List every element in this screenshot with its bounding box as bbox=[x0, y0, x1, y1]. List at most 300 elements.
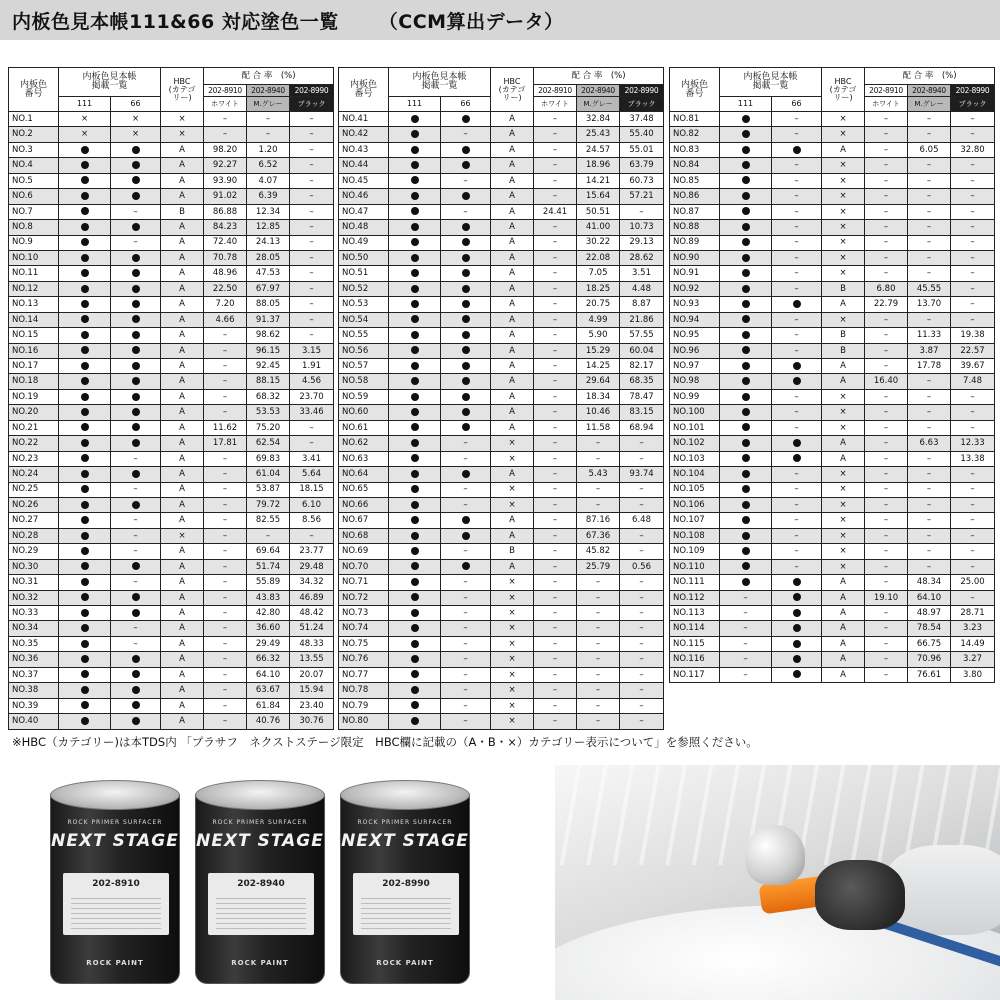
cell-black: – bbox=[951, 235, 995, 250]
cell-111 bbox=[59, 606, 111, 621]
table-row bbox=[670, 652, 995, 667]
cell-black: – bbox=[951, 312, 995, 327]
cell-hbc: A bbox=[161, 714, 204, 729]
cell-hbc: A bbox=[822, 374, 865, 389]
table-row bbox=[339, 297, 664, 312]
cell-white: 17.81 bbox=[204, 436, 247, 451]
cell-66 bbox=[441, 359, 491, 374]
listed-dot-icon bbox=[132, 501, 140, 509]
cell-number: NO.60 bbox=[339, 405, 389, 420]
table-row bbox=[339, 112, 664, 127]
cell-mgray: 10.46 bbox=[577, 405, 620, 420]
cell-black: 57.55 bbox=[620, 328, 664, 343]
cell-66: – bbox=[111, 451, 161, 466]
cell-number: NO.105 bbox=[670, 482, 720, 497]
cell-black: – bbox=[620, 714, 664, 729]
table-row bbox=[9, 544, 334, 559]
can-lid bbox=[50, 780, 180, 810]
cell-mgray: 66.32 bbox=[247, 652, 290, 667]
cell-number: NO.1 bbox=[9, 112, 59, 127]
can-body bbox=[50, 794, 180, 984]
cell-number: NO.97 bbox=[670, 359, 720, 374]
table-row bbox=[670, 513, 995, 528]
cell-66: – bbox=[441, 652, 491, 667]
cell-111 bbox=[720, 389, 772, 404]
page-subtitle: （CCM算出データ） bbox=[378, 10, 564, 33]
cell-white: – bbox=[534, 235, 577, 250]
cell-hbc: × bbox=[822, 250, 865, 265]
cell-number: NO.71 bbox=[339, 575, 389, 590]
cell-66: – bbox=[772, 513, 822, 528]
cell-hbc: × bbox=[491, 606, 534, 621]
cell-111 bbox=[389, 652, 441, 667]
cell-white: – bbox=[865, 420, 908, 435]
table-row bbox=[339, 127, 664, 142]
table-row bbox=[339, 482, 664, 497]
cell-black: 63.79 bbox=[620, 158, 664, 173]
cell-hbc: × bbox=[161, 528, 204, 543]
cell-66: – bbox=[441, 575, 491, 590]
cell-66 bbox=[772, 590, 822, 605]
cell-white: – bbox=[204, 467, 247, 482]
cell-66 bbox=[111, 405, 161, 420]
cell-66 bbox=[441, 343, 491, 358]
cell-mgray: 13.70 bbox=[908, 297, 951, 312]
cell-white: – bbox=[204, 127, 247, 142]
cell-hbc: × bbox=[822, 467, 865, 482]
cell-hbc: A bbox=[822, 590, 865, 605]
cell-mgray: 6.63 bbox=[908, 436, 951, 451]
cell-number: NO.45 bbox=[339, 173, 389, 188]
cell-hbc: A bbox=[161, 652, 204, 667]
listed-dot-icon bbox=[81, 655, 89, 663]
cell-66 bbox=[772, 374, 822, 389]
cell-mgray: – bbox=[577, 621, 620, 636]
cell-66 bbox=[111, 497, 161, 512]
cell-111 bbox=[389, 513, 441, 528]
cell-number: NO.104 bbox=[670, 467, 720, 482]
cell-white: 6.80 bbox=[865, 281, 908, 296]
table-row bbox=[9, 266, 334, 281]
cell-black: 3.15 bbox=[290, 343, 334, 358]
cell-111 bbox=[720, 451, 772, 466]
listed-dot-icon bbox=[411, 315, 419, 323]
cell-111 bbox=[59, 621, 111, 636]
cell-mgray: – bbox=[577, 636, 620, 651]
cell-black: – bbox=[951, 112, 995, 127]
listed-dot-icon bbox=[742, 238, 750, 246]
cell-black: – bbox=[620, 621, 664, 636]
table-row bbox=[9, 297, 334, 312]
header-col-66: 66 bbox=[111, 97, 161, 112]
table-row bbox=[670, 590, 995, 605]
cell-hbc: A bbox=[161, 683, 204, 698]
cell-hbc: × bbox=[822, 528, 865, 543]
listed-dot-icon bbox=[411, 254, 419, 262]
cell-number: NO.68 bbox=[339, 528, 389, 543]
cell-white: – bbox=[865, 127, 908, 142]
cell-66: – bbox=[111, 621, 161, 636]
cell-white: 86.88 bbox=[204, 204, 247, 219]
table-row bbox=[9, 343, 334, 358]
cell-white: – bbox=[865, 575, 908, 590]
table-row bbox=[339, 683, 664, 698]
cell-mgray: 30.22 bbox=[577, 235, 620, 250]
listed-dot-icon bbox=[411, 593, 419, 601]
cell-white: – bbox=[534, 497, 577, 512]
cell-white: – bbox=[865, 112, 908, 127]
cell-111 bbox=[59, 482, 111, 497]
cell-number: NO.110 bbox=[670, 559, 720, 574]
cell-black: 10.73 bbox=[620, 220, 664, 235]
cell-number: NO.77 bbox=[339, 667, 389, 682]
can-label-lines bbox=[216, 895, 306, 929]
cell-mgray: 29.64 bbox=[577, 374, 620, 389]
cell-66 bbox=[111, 698, 161, 713]
cell-mgray: 63.67 bbox=[247, 683, 290, 698]
cell-white: 22.50 bbox=[204, 281, 247, 296]
spray-gun-photo bbox=[555, 765, 1000, 1000]
header-mihon-listing: 内板色見本帳 掲載一覧 bbox=[59, 68, 161, 97]
cell-mgray: 67.97 bbox=[247, 281, 290, 296]
cell-66 bbox=[111, 467, 161, 482]
cell-66: – bbox=[772, 482, 822, 497]
listed-dot-icon bbox=[742, 562, 750, 570]
header-code-white: 202-8910 bbox=[865, 85, 908, 97]
cell-white: – bbox=[204, 359, 247, 374]
cell-white: 98.20 bbox=[204, 142, 247, 157]
listed-dot-icon bbox=[462, 269, 470, 277]
header-mihon-listing: 内板色見本帳 掲載一覧 bbox=[389, 68, 491, 97]
listed-dot-icon bbox=[132, 269, 140, 277]
can-lid bbox=[195, 780, 325, 810]
header-name-mgray: M.グレー bbox=[247, 97, 290, 112]
table-row bbox=[670, 204, 995, 219]
table-row bbox=[9, 482, 334, 497]
listed-dot-icon bbox=[411, 624, 419, 632]
listed-dot-icon bbox=[81, 470, 89, 478]
cell-black: – bbox=[620, 528, 664, 543]
cell-111: – bbox=[720, 636, 772, 651]
cell-black: – bbox=[620, 451, 664, 466]
cell-mgray: – bbox=[908, 528, 951, 543]
cell-number: NO.27 bbox=[9, 513, 59, 528]
cell-111 bbox=[720, 436, 772, 451]
cell-hbc: A bbox=[822, 606, 865, 621]
cell-111 bbox=[389, 374, 441, 389]
cell-number: NO.98 bbox=[670, 374, 720, 389]
cell-number: NO.114 bbox=[670, 621, 720, 636]
cell-hbc: A bbox=[161, 497, 204, 512]
cell-mgray: – bbox=[577, 714, 620, 729]
cell-mgray: 51.74 bbox=[247, 559, 290, 574]
listed-dot-icon bbox=[462, 377, 470, 385]
cell-hbc: A bbox=[491, 220, 534, 235]
cell-black: 29.48 bbox=[290, 559, 334, 574]
listed-dot-icon bbox=[742, 346, 750, 354]
cell-hbc: A bbox=[161, 158, 204, 173]
listed-dot-icon bbox=[81, 532, 89, 540]
cell-white: – bbox=[865, 621, 908, 636]
cell-mgray: 24.13 bbox=[247, 235, 290, 250]
cell-mgray: 69.83 bbox=[247, 451, 290, 466]
listed-dot-icon bbox=[462, 285, 470, 293]
header-code-black: 202-8990 bbox=[620, 85, 664, 97]
listed-dot-icon bbox=[132, 423, 140, 431]
cell-black: 0.56 bbox=[620, 559, 664, 574]
cell-66 bbox=[111, 328, 161, 343]
listed-dot-icon bbox=[793, 624, 801, 632]
cell-black: – bbox=[290, 204, 334, 219]
header-mix-ratio: 配 合 率 (%) bbox=[865, 68, 995, 85]
cell-66 bbox=[772, 451, 822, 466]
cell-black: 60.73 bbox=[620, 173, 664, 188]
cell-hbc: A bbox=[822, 636, 865, 651]
cell-mgray: 55.89 bbox=[247, 575, 290, 590]
cell-111 bbox=[389, 158, 441, 173]
cell-black: – bbox=[290, 173, 334, 188]
cell-white: – bbox=[534, 127, 577, 142]
cell-66: – bbox=[441, 436, 491, 451]
header-name-mgray: M.グレー bbox=[908, 97, 951, 112]
cell-white: – bbox=[865, 405, 908, 420]
listed-dot-icon bbox=[742, 377, 750, 385]
can-brand: NEXT STAGE bbox=[341, 831, 469, 851]
cell-black: – bbox=[951, 467, 995, 482]
cell-111 bbox=[59, 158, 111, 173]
table-row bbox=[339, 714, 664, 729]
cell-black: – bbox=[290, 528, 334, 543]
cell-66: – bbox=[772, 266, 822, 281]
cell-mgray: 41.00 bbox=[577, 220, 620, 235]
cell-hbc: A bbox=[491, 112, 534, 127]
header-naiban-number: 内板色 番号 bbox=[9, 68, 59, 112]
can-label-lines bbox=[71, 895, 161, 929]
header-name-black: ブラック bbox=[290, 97, 334, 112]
table-body bbox=[670, 112, 995, 683]
header-naiban-number: 内板色 番号 bbox=[339, 68, 389, 112]
cell-number: NO.117 bbox=[670, 667, 720, 682]
cell-mgray: – bbox=[577, 575, 620, 590]
can-code: 202-8990 bbox=[382, 879, 430, 889]
cell-hbc: A bbox=[161, 343, 204, 358]
cell-black: 19.38 bbox=[951, 328, 995, 343]
cell-hbc: A bbox=[822, 451, 865, 466]
cell-111 bbox=[720, 467, 772, 482]
cell-hbc: A bbox=[161, 513, 204, 528]
cell-white: 22.79 bbox=[865, 297, 908, 312]
can-body bbox=[195, 794, 325, 984]
cell-mgray: 36.60 bbox=[247, 621, 290, 636]
listed-dot-icon bbox=[81, 393, 89, 401]
cell-black: – bbox=[290, 436, 334, 451]
table-row bbox=[9, 606, 334, 621]
listed-dot-icon bbox=[742, 362, 750, 370]
cell-black: – bbox=[290, 328, 334, 343]
listed-dot-icon bbox=[81, 454, 89, 462]
cell-66 bbox=[111, 189, 161, 204]
cell-66: – bbox=[441, 544, 491, 559]
cell-black: 3.51 bbox=[620, 266, 664, 281]
cell-white: 7.20 bbox=[204, 297, 247, 312]
cell-black: 29.13 bbox=[620, 235, 664, 250]
cell-number: NO.83 bbox=[670, 142, 720, 157]
cell-111 bbox=[59, 636, 111, 651]
cell-hbc: A bbox=[491, 189, 534, 204]
listed-dot-icon bbox=[81, 485, 89, 493]
cell-66 bbox=[441, 328, 491, 343]
cell-111 bbox=[389, 590, 441, 605]
cell-hbc: A bbox=[161, 281, 204, 296]
cell-white: – bbox=[865, 220, 908, 235]
cell-black: 57.21 bbox=[620, 189, 664, 204]
listed-dot-icon bbox=[742, 315, 750, 323]
cell-66 bbox=[441, 389, 491, 404]
listed-dot-icon bbox=[81, 331, 89, 339]
cell-66 bbox=[441, 112, 491, 127]
cell-66 bbox=[111, 142, 161, 157]
cell-66 bbox=[111, 281, 161, 296]
cell-white: 92.27 bbox=[204, 158, 247, 173]
cell-66: – bbox=[772, 173, 822, 188]
cell-number: NO.17 bbox=[9, 359, 59, 374]
table-row bbox=[9, 698, 334, 713]
cell-66: – bbox=[441, 127, 491, 142]
cell-white: – bbox=[865, 328, 908, 343]
cell-number: NO.36 bbox=[9, 652, 59, 667]
cell-black: – bbox=[951, 405, 995, 420]
table-row bbox=[670, 497, 995, 512]
cell-hbc: A bbox=[161, 189, 204, 204]
cell-66: – bbox=[441, 714, 491, 729]
cell-white: – bbox=[865, 482, 908, 497]
cell-mgray: 11.58 bbox=[577, 420, 620, 435]
table-row bbox=[339, 528, 664, 543]
cell-111 bbox=[389, 667, 441, 682]
cell-mgray: – bbox=[908, 112, 951, 127]
cell-mgray: 6.52 bbox=[247, 158, 290, 173]
cell-white: – bbox=[534, 297, 577, 312]
header-code-mgray: 202-8940 bbox=[577, 85, 620, 97]
cell-white: – bbox=[534, 389, 577, 404]
cell-hbc: × bbox=[822, 173, 865, 188]
cell-111 bbox=[389, 204, 441, 219]
cell-hbc: × bbox=[491, 575, 534, 590]
table-row bbox=[9, 112, 334, 127]
listed-dot-icon bbox=[411, 130, 419, 138]
listed-dot-icon bbox=[742, 254, 750, 262]
cell-66 bbox=[441, 513, 491, 528]
cell-mgray: 32.84 bbox=[577, 112, 620, 127]
cell-66: – bbox=[772, 497, 822, 512]
cell-number: NO.47 bbox=[339, 204, 389, 219]
cell-mgray: 17.78 bbox=[908, 359, 951, 374]
cell-111 bbox=[720, 297, 772, 312]
cell-number: NO.48 bbox=[339, 220, 389, 235]
table-row bbox=[339, 250, 664, 265]
cell-111 bbox=[59, 173, 111, 188]
cell-mgray: 11.33 bbox=[908, 328, 951, 343]
cell-66: – bbox=[441, 451, 491, 466]
cell-white: – bbox=[534, 312, 577, 327]
header-col-111: 111 bbox=[720, 97, 772, 112]
table-row bbox=[670, 667, 995, 682]
cell-111 bbox=[389, 328, 441, 343]
cell-white: – bbox=[204, 389, 247, 404]
cell-number: NO.88 bbox=[670, 220, 720, 235]
cell-111 bbox=[720, 204, 772, 219]
cell-66: – bbox=[772, 389, 822, 404]
cell-white: – bbox=[204, 575, 247, 590]
listed-dot-icon bbox=[132, 254, 140, 262]
cell-111 bbox=[389, 235, 441, 250]
cell-white: – bbox=[534, 266, 577, 281]
listed-dot-icon bbox=[411, 532, 419, 540]
cell-mgray: – bbox=[908, 482, 951, 497]
cell-mgray: – bbox=[247, 112, 290, 127]
cell-111 bbox=[59, 374, 111, 389]
cell-111 bbox=[720, 173, 772, 188]
cell-number: NO.92 bbox=[670, 281, 720, 296]
cell-number: NO.62 bbox=[339, 436, 389, 451]
table-row bbox=[339, 652, 664, 667]
cell-66 bbox=[441, 559, 491, 574]
cell-111 bbox=[389, 127, 441, 142]
cell-white: – bbox=[204, 621, 247, 636]
cell-number: NO.31 bbox=[9, 575, 59, 590]
cell-hbc: A bbox=[161, 142, 204, 157]
cell-number: NO.100 bbox=[670, 405, 720, 420]
table-row bbox=[339, 636, 664, 651]
cell-111 bbox=[389, 266, 441, 281]
cell-66 bbox=[111, 436, 161, 451]
table-row bbox=[339, 266, 664, 281]
listed-dot-icon bbox=[411, 377, 419, 385]
cell-mgray: – bbox=[577, 451, 620, 466]
table-row bbox=[339, 359, 664, 374]
cell-hbc: A bbox=[491, 359, 534, 374]
table-row bbox=[670, 559, 995, 574]
table-row bbox=[670, 606, 995, 621]
listed-dot-icon bbox=[81, 717, 89, 725]
cell-111 bbox=[720, 312, 772, 327]
cell-mgray: 29.49 bbox=[247, 636, 290, 651]
cell-white: 4.66 bbox=[204, 312, 247, 327]
cell-white: – bbox=[865, 266, 908, 281]
cell-mgray: – bbox=[247, 127, 290, 142]
cell-hbc: A bbox=[161, 359, 204, 374]
cell-mgray: – bbox=[908, 312, 951, 327]
table-row bbox=[9, 158, 334, 173]
listed-dot-icon bbox=[132, 593, 140, 601]
cell-number: NO.75 bbox=[339, 636, 389, 651]
cell-black: 14.49 bbox=[951, 636, 995, 651]
cell-white: – bbox=[865, 389, 908, 404]
cell-66: – bbox=[772, 467, 822, 482]
cell-hbc: × bbox=[822, 559, 865, 574]
cell-mgray: 92.45 bbox=[247, 359, 290, 374]
header-naiban-number: 内板色 番号 bbox=[670, 68, 720, 112]
cell-black: 46.89 bbox=[290, 590, 334, 605]
cell-black: – bbox=[290, 297, 334, 312]
cell-111 bbox=[389, 220, 441, 235]
listed-dot-icon bbox=[411, 408, 419, 416]
color-table-panel-3 bbox=[669, 67, 995, 683]
cell-number: NO.22 bbox=[9, 436, 59, 451]
cell-black: – bbox=[951, 204, 995, 219]
cell-number: NO.51 bbox=[339, 266, 389, 281]
cell-white: 84.23 bbox=[204, 220, 247, 235]
